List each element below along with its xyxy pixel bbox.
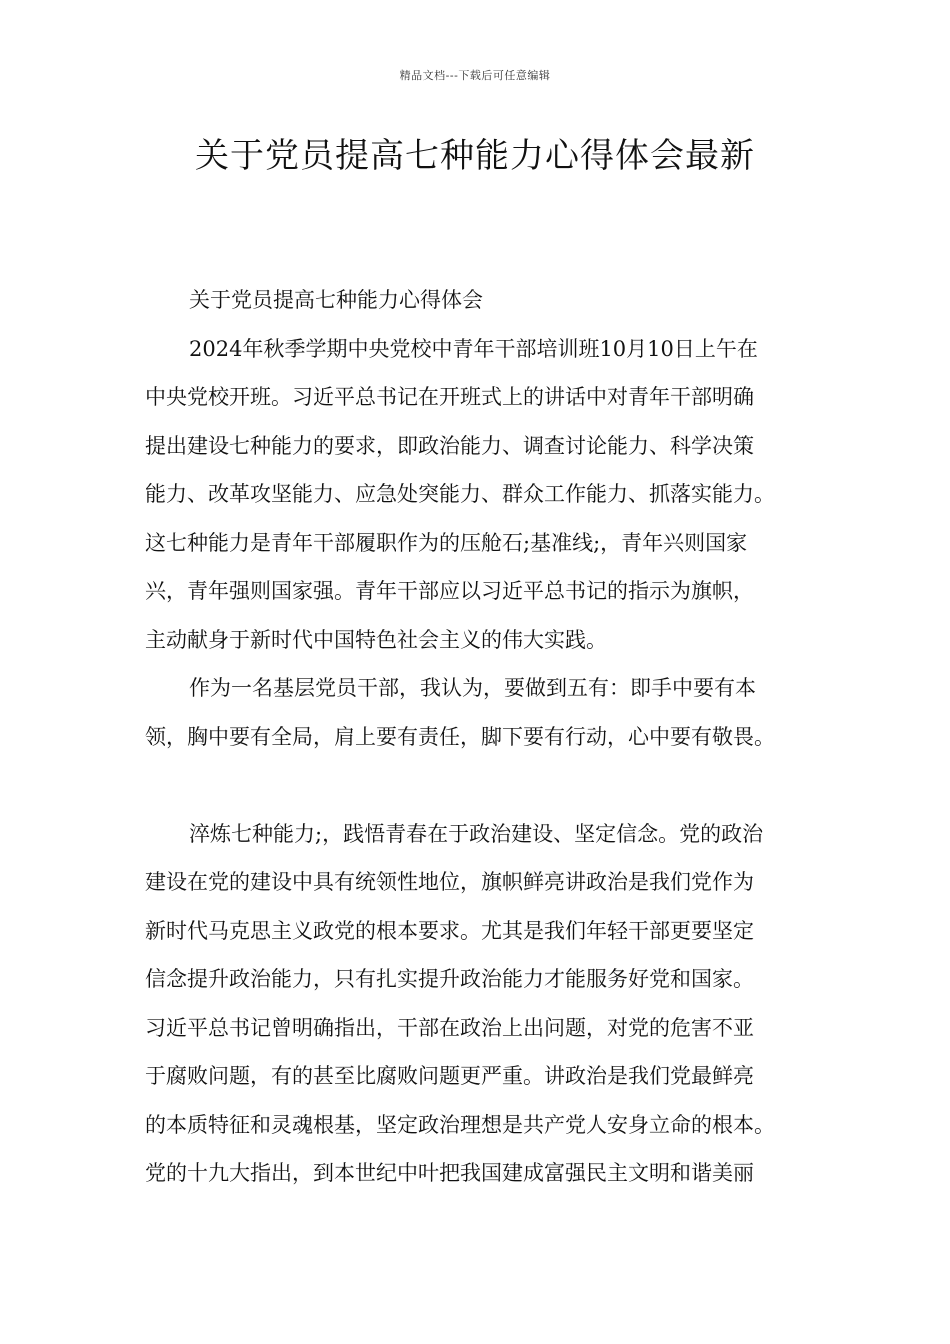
- paragraph-1-line: 这七种能力是青年干部履职作为的压舱石;基准线;，青年兴则国家: [145, 530, 748, 555]
- document-title: 关于党员提高七种能力心得体会最新: [195, 136, 755, 176]
- paragraph-3-line: 淬炼七种能力;，践悟青春在于政治建设、坚定信念。党的政治: [189, 821, 764, 846]
- paragraph-2-line: 作为一名基层党员干部，我认为，要做到五有：即手中要有本: [189, 676, 756, 700]
- paragraph-2-line: 领，胸中要有全局，肩上要有责任，脚下要有行动，心中要有敬畏。: [145, 724, 775, 749]
- subtitle-line: 关于党员提高七种能力心得体会: [189, 288, 483, 312]
- paragraph-3-line: 建设在党的建设中具有统领性地位，旗帜鲜亮讲政治是我们党作为: [145, 870, 754, 894]
- paragraph-3-line: 的本质特征和灵魂根基，坚定政治理想是共产党人安身立命的根本。: [145, 1112, 775, 1137]
- paragraph-3-line: 习近平总书记曾明确指出，干部在政治上出问题，对党的危害不亚: [145, 1015, 754, 1040]
- header-note: 精品文档---下载后可任意编辑: [399, 69, 551, 82]
- paragraph-gap: [145, 761, 825, 810]
- paragraph-3-line: 信念提升政治能力，只有扎实提升政治能力才能服务好党和国家。: [145, 967, 754, 991]
- paragraph-1-line: 2024年秋季学期中央党校中青年干部培训班10月10日上午在: [189, 336, 758, 361]
- paragraph-1-line: 兴，青年强则国家强。青年干部应以习近平总书记的指示为旗帜，: [145, 579, 754, 603]
- paragraph-1-line: 中央党校开班。习近平总书记在开班式上的讲话中对青年干部明确: [145, 385, 754, 409]
- paragraph-1-line: 主动献身于新时代中国特色社会主义的伟大实践。: [145, 627, 607, 652]
- paragraph-1-line: 能力、改革攻坚能力、应急处突能力、群众工作能力、抓落实能力。: [145, 482, 775, 506]
- paragraph-3-line: 于腐败问题，有的甚至比腐败问题更严重。讲政治是我们党最鲜亮: [145, 1064, 754, 1088]
- paragraph-3-line: 新时代马克思主义政党的根本要求。尤其是我们年轻干部更要坚定: [145, 918, 754, 943]
- paragraph-1-line: 提出建设七种能力的要求，即政治能力、调查讨论能力、科学决策: [145, 433, 754, 458]
- document-body: [145, 276, 825, 1198]
- paragraph-3-line: 党的十九大指出，到本世纪中叶把我国建成富强民主文明和谐美丽: [145, 1161, 754, 1185]
